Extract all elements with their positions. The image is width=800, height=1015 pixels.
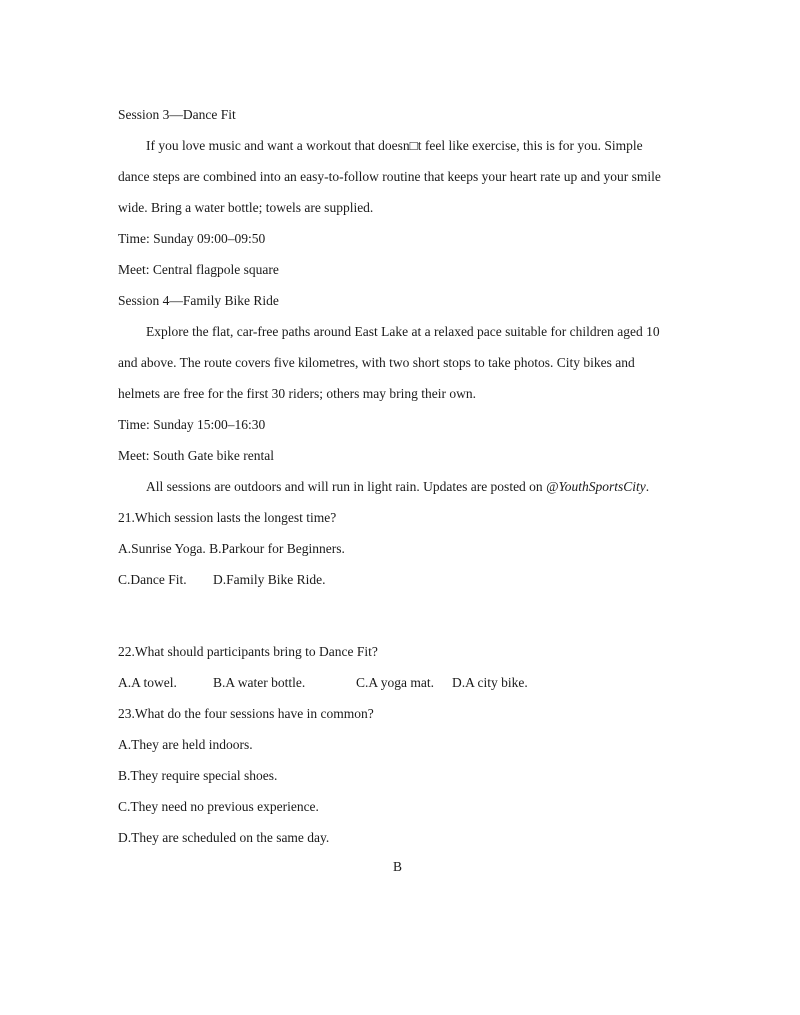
q23-option-a: A.They are held indoors.: [118, 737, 253, 752]
session-4-paragraph-line: Explore the flat, car-free paths around East Lake at a relaxed pace suitable for children aged 10: [146, 324, 660, 339]
question-23: 23.What do the four sessions have in common?: [118, 706, 374, 721]
session-3-paragraph-line: wide. Bring a water bottle; towels are supplied.: [118, 200, 374, 215]
question-21-options-row-1: [118, 541, 345, 557]
session-3-heading: Session 3—Dance Fit: [118, 107, 236, 122]
session-4-time: Time: Sunday 15:00–16:30: [118, 417, 266, 432]
section-letter: B: [393, 859, 403, 874]
q21-option-c: C.Dance Fit.: [118, 572, 187, 587]
question-22-options: [118, 675, 528, 691]
q21-option-a: A.Sunrise Yoga.: [118, 541, 206, 556]
note-text: All sessions are outdoors and will run in light rain. Updates are posted on: [146, 479, 547, 494]
session-3-time: Time: Sunday 09:00–09:50: [118, 231, 266, 246]
note-end: .: [645, 479, 650, 494]
session-3-paragraph-line: If you love music and want a workout that doesn□t feel like exercise, this is for you. Simple: [146, 138, 643, 153]
session-4-paragraph-line: and above. The route covers five kilometres, with two short stops to take photos. City bikes and: [118, 355, 635, 370]
question-21: 21.Which session lasts the longest time?: [118, 510, 337, 525]
q21-option-d: D.Family Bike Ride.: [213, 572, 326, 587]
q23-option-c: C.They need no previous experience.: [118, 799, 319, 814]
social-handle: @YouthSportsCity: [546, 479, 646, 494]
question-22: 22.What should participants bring to Dance Fit?: [118, 644, 378, 659]
q22-option-b: B.A water bottle.: [213, 675, 306, 690]
question-21-options-row-2: [118, 572, 326, 588]
q23-option-b: B.They require special shoes.: [118, 768, 278, 783]
q23-option-d: D.They are scheduled on the same day.: [118, 830, 330, 845]
q22-option-c: C.A yoga mat.: [356, 675, 434, 690]
sessions-note: [146, 479, 649, 495]
session-4-heading: Session 4—Family Bike Ride: [118, 293, 279, 308]
session-4-paragraph-line: helmets are free for the first 30 riders; others may bring their own.: [118, 386, 477, 401]
session-3-meet: Meet: Central flagpole square: [118, 262, 279, 277]
q22-option-a: A.A towel.: [118, 675, 177, 690]
session-4-meet: Meet: South Gate bike rental: [118, 448, 274, 463]
session-3-paragraph-line: dance steps are combined into an easy-to-follow routine that keeps your heart rate up and your smile: [118, 169, 661, 184]
q22-option-d: D.A city bike.: [452, 675, 528, 690]
q21-option-b: B.Parkour for Beginners.: [209, 541, 345, 556]
